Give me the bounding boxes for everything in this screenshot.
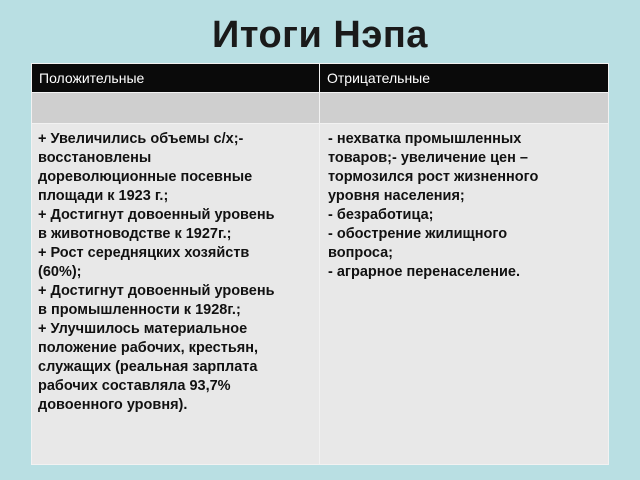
- positive-line: + Рост середняцких хозяйств: [38, 245, 250, 261]
- table-empty-row: [32, 93, 609, 124]
- positive-line: положение рабочих, крестьян,: [38, 340, 258, 356]
- negative-line: - обострение жилищного: [328, 226, 508, 242]
- positive-line: + Достигнут довоенный уровень: [38, 207, 275, 223]
- positive-line: в промышленности к 1928г.;: [38, 302, 241, 318]
- empty-cell-left: [32, 93, 320, 124]
- negative-line: - безработица;: [328, 207, 434, 223]
- positive-line: дореволюционные посевные: [38, 169, 253, 185]
- table-content-row: [32, 124, 609, 465]
- positive-line: + Достигнут довоенный уровень: [38, 283, 275, 299]
- negative-line: тормозился рост жизненного: [328, 169, 539, 185]
- positive-line: в животноводстве к 1927г.;: [38, 226, 232, 242]
- header-positive: Положительные: [32, 64, 320, 93]
- negative-line: - аграрное перенаселение.: [328, 264, 520, 280]
- positive-line: + Увеличились объемы с/х;-: [38, 131, 244, 147]
- empty-cell-right: [320, 93, 609, 124]
- positive-line: + Улучшилось материальное: [38, 321, 248, 337]
- positive-line: площади к 1923 г.;: [38, 188, 169, 204]
- nep-results-table: [31, 63, 609, 465]
- negative-line: товаров;- увеличение цен –: [328, 150, 528, 166]
- positive-line: рабочих составляла 93,7%: [38, 378, 231, 394]
- negative-line: уровня населения;: [328, 188, 465, 204]
- slide-title: Итоги Нэпа: [212, 14, 428, 56]
- negative-line: - нехватка промышленных: [328, 131, 522, 147]
- table-header-row: [32, 64, 609, 93]
- positive-line: служащих (реальная зарплата: [38, 359, 258, 375]
- negative-line: вопроса;: [328, 245, 393, 261]
- positive-line: довоенного уровня).: [38, 397, 188, 413]
- positive-line: восстановлены: [38, 150, 152, 166]
- positive-line: (60%);: [38, 264, 82, 280]
- header-negative: Отрицательные: [320, 64, 609, 93]
- negative-results-cell: [320, 124, 609, 465]
- positive-results-cell: [32, 124, 320, 465]
